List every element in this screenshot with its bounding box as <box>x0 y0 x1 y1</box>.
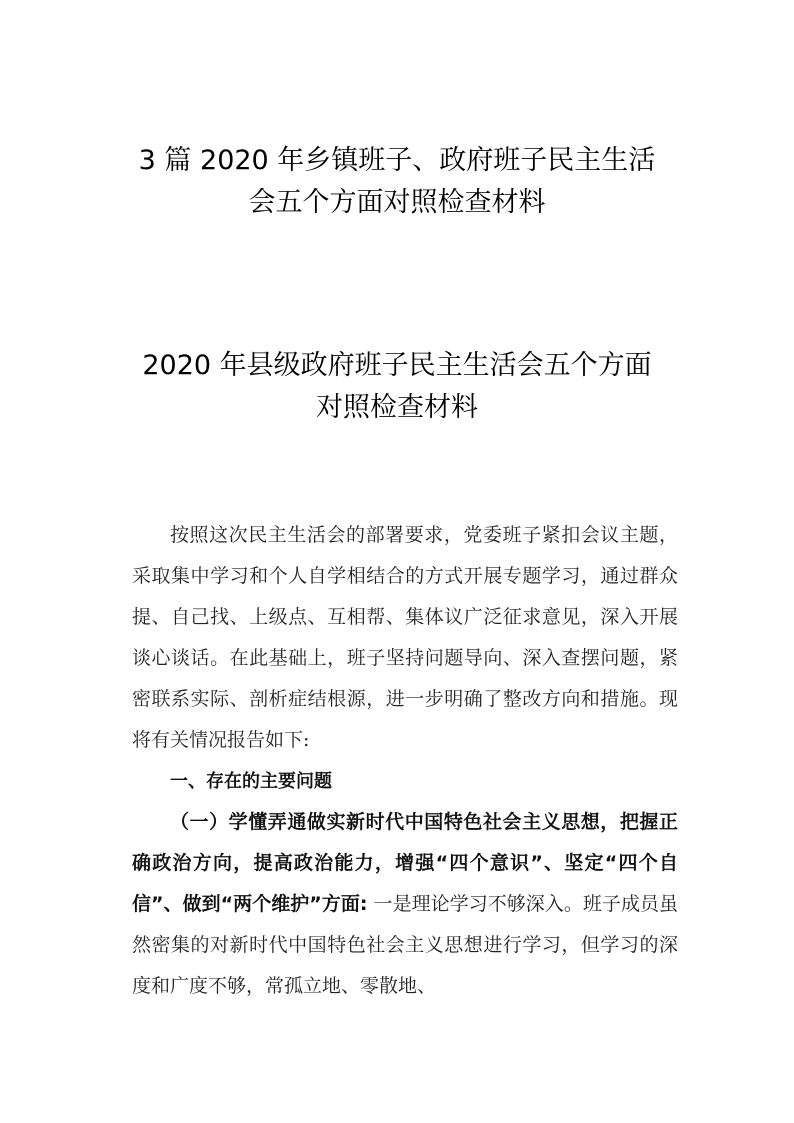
section-heading: 一、存在的主要问题 <box>170 771 332 792</box>
subsection-text: 一是理论学习不够深入。班子成员虽然密集的对新时代中国特色社会主义思想进行学习，但学习的深度和广度不够，常孤立地、零散地、 <box>132 893 679 997</box>
sub-title-line-2: 对照检查材料 <box>316 392 478 423</box>
intro-paragraph: 按照这次民主生活会的部署要求，党委班子紧扣会议主题，采取集中学习和个人自学相结合的方式开展专题学习，通过群众提、自己找、上级点、互相帮、集体议广泛征求意见，深入开展谈心谈话。在此基础上，班子坚持问题导向、深入查摆问题，紧密联系实际、剖析症结根源，进一步明确了整改方向和措施。现将有关情况报告如下: <box>132 524 678 751</box>
sub-title <box>0 345 794 429</box>
main-title <box>0 140 794 224</box>
subsection-paragraph <box>132 802 678 1007</box>
subsection-bold-lead: （一）学懂弄通做实新时代中国特色社会主义思想，把握正确政治方向，提高政治能力，增强“四个意识”、坚定“四个自信”、做到“两个维护”方面: <box>132 811 678 915</box>
document-body <box>132 515 678 1007</box>
main-title-line-1: 3 篇 2020 年乡镇班子、政府班子民主生活 <box>138 145 656 176</box>
sub-title-line-1: 2020 年县级政府班子民主生活会五个方面 <box>142 350 652 381</box>
main-title-line-2: 会五个方面对照检查材料 <box>248 187 546 218</box>
